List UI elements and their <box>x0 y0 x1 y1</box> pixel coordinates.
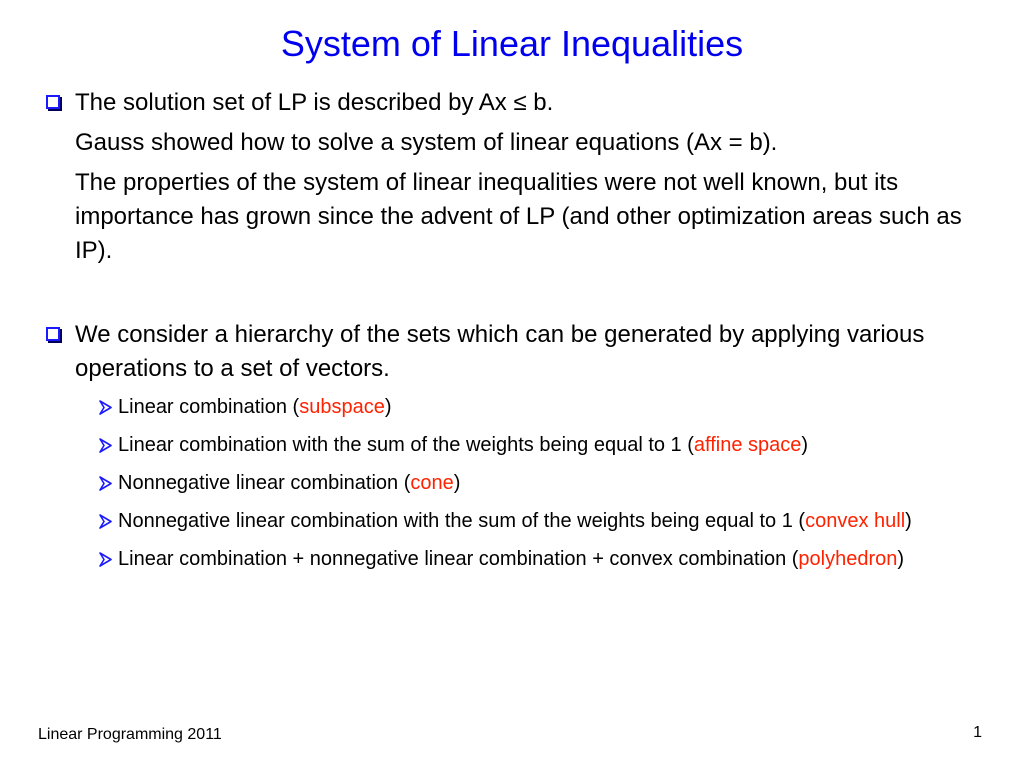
bullet-2-line <box>44 318 994 386</box>
list-item-suffix: ) <box>897 548 905 570</box>
list-item-prefix: Nonnegative linear combination with the sum of the weights being equal to 1 ( <box>118 510 806 532</box>
slide-title: System of Linear Inequalities <box>280 23 744 64</box>
footer-course-label: Linear Programming 2011 <box>38 726 222 743</box>
list-item <box>98 544 998 574</box>
bullet-2-text: We consider a hierarchy of the sets which can be generated by applying various operations to a set of vectors. <box>75 321 925 382</box>
list-item-term: subspace <box>299 396 385 418</box>
square-bullet-icon <box>46 327 60 341</box>
arrow-bullet-icon <box>98 476 113 491</box>
page-number: 1 <box>973 724 982 741</box>
list-item-prefix: Linear combination with the sum of the weights being equal to 1 ( <box>118 434 694 456</box>
list-item-suffix: ) <box>384 396 392 418</box>
arrow-bullet-icon <box>98 400 113 415</box>
bullet-1-text: The solution set of LP is described by Ax ≤ b. <box>75 89 554 116</box>
list-item-prefix: Linear combination + nonnegative linear combination + convex combination ( <box>118 548 799 570</box>
list-item-prefix: Linear combination ( <box>118 396 300 418</box>
bullet-1-paragraph-2: The properties of the system of linear inequalities were not well known, but its importance has grown since the advent of LP (and other optimization areas such as IP). <box>75 169 962 264</box>
operations-list <box>98 392 998 582</box>
list-item-suffix: ) <box>453 472 461 494</box>
arrow-bullet-icon <box>98 514 113 529</box>
list-item <box>98 468 998 498</box>
bullet-1-line <box>44 86 994 120</box>
square-bullet-icon <box>46 95 60 109</box>
list-item-term: polyhedron <box>798 548 898 570</box>
bullet-1 <box>44 86 994 268</box>
list-item <box>98 430 998 460</box>
list-item <box>98 392 998 422</box>
list-item-term: affine space <box>693 434 802 456</box>
bullet-2 <box>44 318 994 386</box>
list-item <box>98 506 998 536</box>
list-item-term: cone <box>410 472 454 494</box>
bullet-1-paragraph-1: Gauss showed how to solve a system of linear equations (Ax = b). <box>75 129 778 156</box>
list-item-term: convex hull <box>805 510 906 532</box>
list-item-prefix: Nonnegative linear combination ( <box>118 472 411 494</box>
arrow-bullet-icon <box>98 552 113 567</box>
list-item-suffix: ) <box>905 510 912 532</box>
list-item-suffix: ) <box>801 434 809 456</box>
arrow-bullet-icon <box>98 438 113 453</box>
